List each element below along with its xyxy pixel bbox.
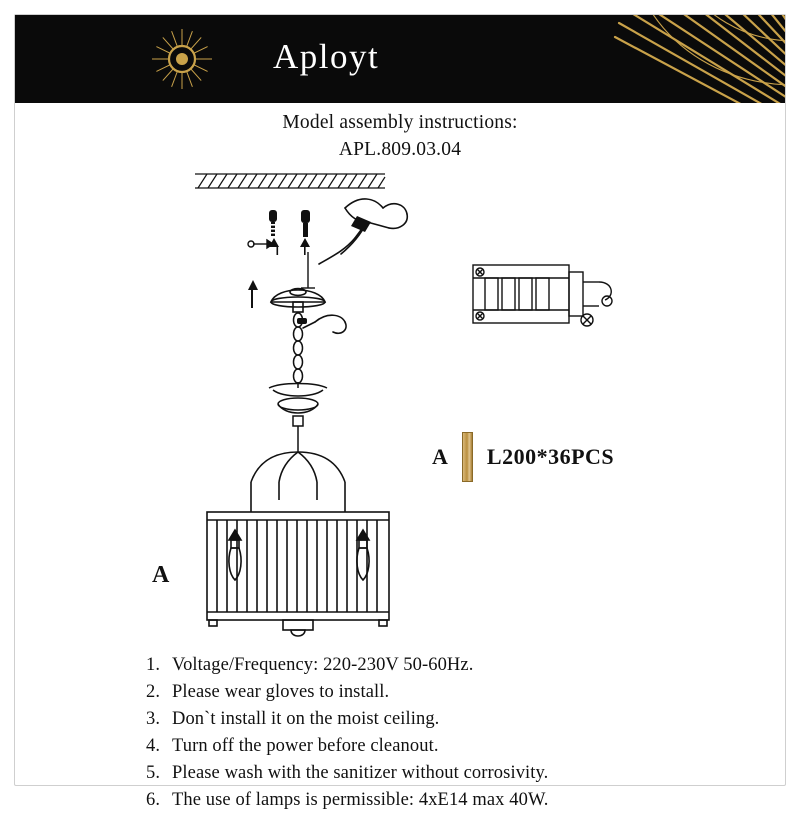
- instruction-list: [146, 652, 766, 814]
- hook-icon: [303, 315, 346, 333]
- list-item: [146, 760, 766, 787]
- list-item-text: Please wear gloves to install.: [172, 682, 390, 702]
- assembly-diagram: [15, 160, 785, 640]
- pendant-chandelier-icon: [207, 452, 389, 636]
- part-letter: A: [432, 444, 448, 469]
- list-item-number: 5.: [146, 763, 161, 783]
- list-item-text: Turn off the power before cleanout.: [172, 736, 439, 756]
- arrow-up-icon: [248, 280, 258, 308]
- list-item-number: 2.: [146, 682, 161, 702]
- header-banner: [15, 15, 785, 103]
- pliers-icon: [319, 199, 407, 264]
- list-item: [146, 733, 766, 760]
- glass-rod-part-icon: [462, 432, 473, 482]
- page-title: [0, 112, 800, 161]
- part-quantity-label: L200*36PCS: [486, 444, 615, 469]
- list-item-text: Don`t install it on the moist ceiling.: [172, 709, 440, 729]
- dowel-icon: [301, 210, 310, 237]
- part-list-row: [432, 432, 614, 482]
- list-item-number: 1.: [146, 655, 161, 675]
- mounting-bar-icon: [301, 252, 315, 288]
- list-item: [146, 706, 766, 733]
- terminal-block-icon: [473, 265, 612, 326]
- fixture-letter-label: A: [152, 562, 170, 588]
- list-item-number: 3.: [146, 709, 161, 729]
- canopy-icon: [271, 289, 325, 312]
- gold-fan-rays-icon: [495, 15, 785, 103]
- list-item-text: Please wash with the sanitizer without corrosivity.: [172, 763, 549, 783]
- list-item-text: Voltage/Frequency: 220-230V 50-60Hz.: [172, 655, 474, 675]
- screw-icon: [269, 210, 277, 236]
- sunburst-ring-icon: [150, 27, 214, 91]
- title-line-1: Model assembly instructions:: [282, 112, 518, 133]
- brand-name: Aployt: [273, 37, 380, 76]
- hatched-ceiling-icon: [195, 174, 385, 188]
- mid-ornament-icon: [269, 382, 327, 452]
- title-line-2: APL.809.03.04: [338, 139, 462, 160]
- list-item: [146, 787, 766, 814]
- anchor-icon: [269, 238, 279, 255]
- list-item-number: 4.: [146, 736, 161, 756]
- list-item-text: The use of lamps is permissible: 4xE14 max 40W.: [172, 790, 549, 810]
- list-item: [146, 679, 766, 706]
- list-item-number: 6.: [146, 790, 161, 810]
- list-item: [146, 652, 766, 679]
